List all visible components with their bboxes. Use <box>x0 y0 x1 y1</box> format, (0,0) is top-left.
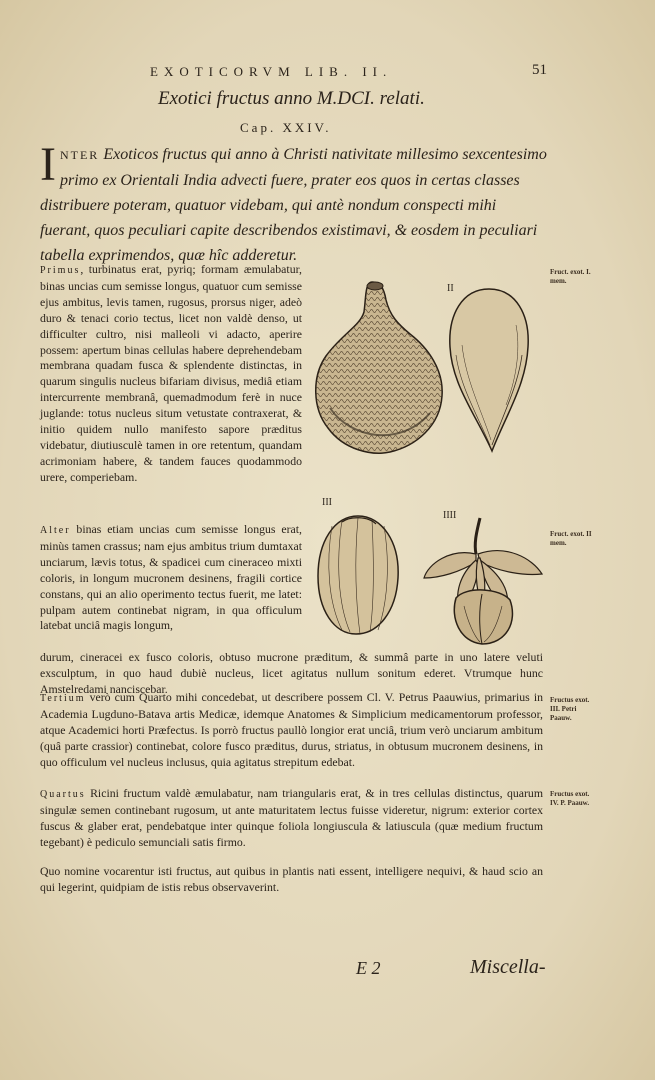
marginal-note-4 <box>550 790 589 808</box>
figure-label-3: III <box>322 497 332 508</box>
primus-text: , turbinatus erat, pyriq; formam æmulabatur, binas uncias cum semisse longus, quatuor cum semisse ejus ambitus, levis tamen, rugosus, prorsus niger, adeò duro & tenaci corio tectus, licet non valdè denso, ut difficulter cultro, nisi malleoli vi adacto, aperire possem: apertum binas cellulas habere deprehendebam membrana quadam fusca & splendente distinctas, in quarum singulis nucleus bifariam divisus, mediâ etiam intercurrente membranâ, quemadmodum ferè in nuce juglande: totus nucleus situm vetustate contraxerat, & initio quidem nullo manifesto sapore præditus videbatur, diutiusculè tamen in ore retentum, quandam acrimoniam habere, & tandem fauces quodammodo urere, comperiebam. <box>40 262 302 484</box>
primus-word: Primus <box>40 265 81 276</box>
margin-2-line-1: Fruct. exot. II <box>550 530 592 538</box>
tertius-word: Tertium <box>40 693 86 704</box>
paragraph-alter <box>40 522 302 634</box>
chapter-title: Exotici fructus anno M.DCI. relati. <box>158 88 425 109</box>
paragraph-primus <box>40 262 302 486</box>
margin-4-line-2: IV. P. Paauw. <box>550 799 590 807</box>
page-number: 51 <box>532 62 547 78</box>
figure-label-4: IIII <box>443 510 457 521</box>
signature-mark: E 2 <box>356 958 381 978</box>
fruit-illustration-4 <box>420 514 550 648</box>
chapter-number: Cap. XXIV. <box>240 120 332 135</box>
fruit-illustration-2 <box>446 285 532 455</box>
margin-2-line-2: mem. <box>550 539 567 547</box>
marginal-note-1 <box>550 268 591 286</box>
paragraph-tertius <box>40 690 543 771</box>
paragraph-closing <box>40 864 543 896</box>
closing-text: Quo nomine vocarentur isti fructus, aut quibus in plantis nati essent, intelligere nequivi, & haud scio an qui legerint, quidpiam de istis rebus observaverint. <box>40 864 543 894</box>
fruit-illustration-3 <box>312 512 404 638</box>
paragraph-quartus <box>40 786 543 851</box>
margin-3-line-2: III. Petri <box>550 705 577 713</box>
margin-4-line-1: Fructus exot. <box>550 790 590 798</box>
intro-first-word: NTER <box>59 148 100 162</box>
intro-text: Exoticos fructus qui anno à Christi nativitate millesimo sexcentesimo primo ex Orientali India advecti fuere, prater eos quos in certas classes distribuere poteram, quatuor videbam, qui antè nondum conspecti mihi fuerant, quos peculiari capite describendos existimavi, & eosdem in peculiari tabella exprimendos, quæ hîc adderetur. <box>40 146 547 264</box>
running-head: EXOTICORVM LIB. II. <box>150 64 393 79</box>
tertius-text: verò cum Quarto mihi concedebat, ut describere possem Cl. V. Petrus Paauwius, primarius in Academia Lugduno-Batava artis Medicæ, idemque Anatomes & Simplicium medicamentorum professor, atque Academici horti Præfectus. Is porrò fructus paullò longior erat unciâ, trium verò unciarum ambitum (quâ parte crassior) continebat, colore fusco præditus, durus, striatus, in obtusum mucronem desinens, in quo officulum vel nucleus inclusus, quia agitatus strepitum edebat. <box>40 690 543 769</box>
margin-1-line-1: Fruct. exot. I. <box>550 268 591 276</box>
marginal-note-3 <box>550 696 589 723</box>
quartus-text: Ricini fructum valdè æmulabatur, nam triangularis erat, & in tres cellulas distinctus, quarum singulæ semen continebant rugosum, ut ante maturitatem lectus fuisse videretur, nigrum: exterior cortex fuscus & glaber erat, pendebatque inter quinque foliola longiuscula & latiuscula (quæ medium fructum tegebant) è pediculo semunciali satis firmo. <box>40 786 543 849</box>
marginal-note-2 <box>550 530 592 548</box>
figure-label-2: II <box>447 283 454 294</box>
fruit-illustration-1 <box>310 278 450 458</box>
margin-1-line-2: mem. <box>550 277 567 285</box>
alter-text-full: durum, cineracei ex fusco coloris, obtuso mucrone præditum, & summâ parte in uno latere veluti exsculptum, in quo haud dubiè nucleus, licet agitatus nullum sonitum ederet. Vtrumque hunc Amstelredami nanciscebar. <box>40 650 543 696</box>
alter-text-left: binas etiam uncias cum semisse longus erat, minùs tamen crassus; nam ejus ambitus trium dumtaxat unciarum, lævis totus, & spadicei cum cineraceo mixti coloris, in longum mucronem desinens, fragili cortice constans, qui an alio operimento tectus fuerit, me latet: pulpam autem continebat nigram, in qua officulum latebat unciâ magis longum, <box>40 522 302 633</box>
quartus-word: Quartus <box>40 789 86 800</box>
margin-3-line-1: Fructus exot. <box>550 696 590 704</box>
intro-paragraph <box>40 138 548 268</box>
alter-word: Alter <box>40 525 71 536</box>
drop-cap: I <box>40 138 56 191</box>
catchword: Miscella- <box>470 956 546 978</box>
margin-3-line-3: Paauw. <box>550 714 572 722</box>
